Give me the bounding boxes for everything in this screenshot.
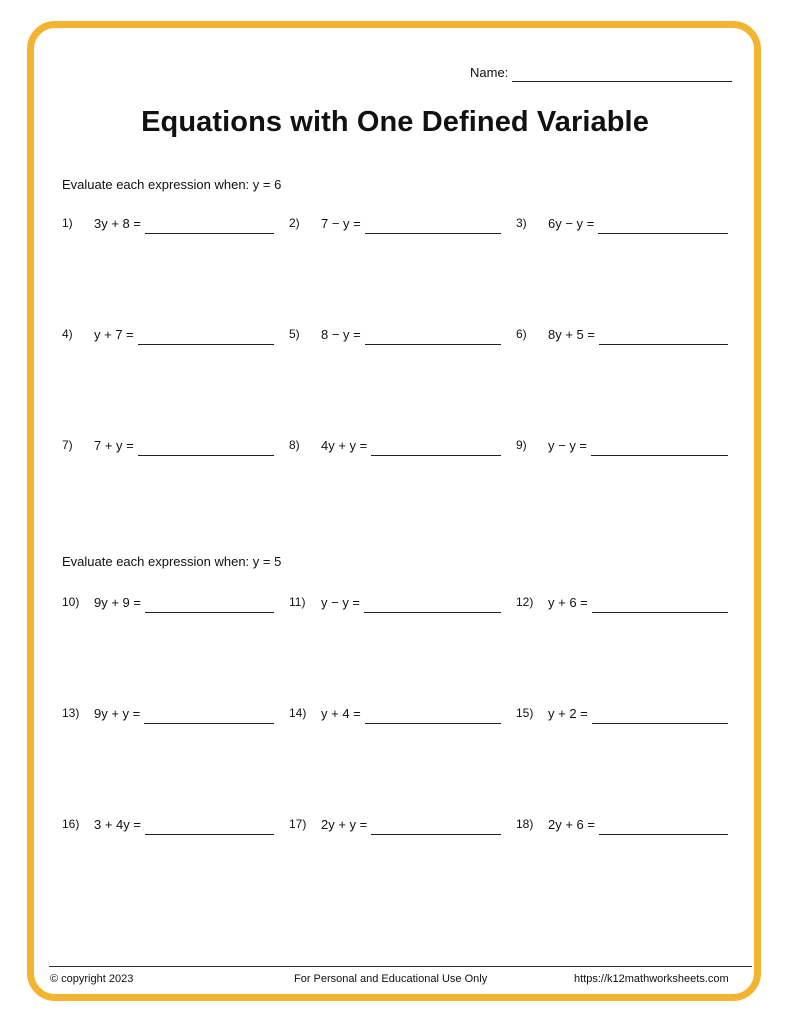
problem-expression: y + 2 = bbox=[548, 706, 588, 721]
problem-expression: 9y + y = bbox=[94, 706, 141, 721]
name-answer-line[interactable] bbox=[512, 66, 732, 82]
footer-divider bbox=[49, 966, 752, 967]
page-border bbox=[27, 21, 761, 1001]
answer-line[interactable] bbox=[591, 439, 728, 456]
footer-url[interactable]: https://k12mathworksheets.com bbox=[574, 973, 729, 985]
problem-2 bbox=[289, 212, 501, 234]
problem-expression: y + 7 = bbox=[94, 327, 134, 342]
answer-line[interactable] bbox=[592, 707, 728, 724]
answer-line[interactable] bbox=[144, 707, 274, 724]
problem-expression: 3y + 8 = bbox=[94, 216, 141, 231]
problem-number: 10) bbox=[62, 595, 80, 609]
answer-line[interactable] bbox=[138, 439, 274, 456]
problem-18 bbox=[516, 813, 728, 835]
answer-line[interactable] bbox=[371, 439, 501, 456]
problem-13 bbox=[62, 702, 274, 724]
problem-16 bbox=[62, 813, 274, 835]
answer-line[interactable] bbox=[145, 217, 274, 234]
problem-number: 11) bbox=[289, 595, 306, 609]
answer-line[interactable] bbox=[364, 596, 501, 613]
problem-expression: 8y + 5 = bbox=[548, 327, 595, 342]
problem-1 bbox=[62, 212, 274, 234]
answer-line[interactable] bbox=[365, 328, 501, 345]
problem-expression: y − y = bbox=[321, 595, 361, 610]
problem-number: 12) bbox=[516, 595, 534, 609]
problem-10 bbox=[62, 591, 274, 613]
answer-line[interactable] bbox=[365, 707, 501, 724]
problem-number: 13) bbox=[62, 706, 80, 720]
problem-number: 3) bbox=[516, 216, 527, 230]
problem-number: 9) bbox=[516, 438, 527, 452]
problem-number: 4) bbox=[62, 327, 73, 341]
answer-line[interactable] bbox=[599, 328, 728, 345]
section-1-instruction: Evaluate each expression when: y = 6 bbox=[62, 177, 282, 192]
problem-3 bbox=[516, 212, 728, 234]
problem-number: 8) bbox=[289, 438, 300, 452]
problem-expression: 2y + y = bbox=[321, 817, 368, 832]
footer-copyright: © copyright 2023 bbox=[50, 973, 134, 985]
problem-expression: 7 − y = bbox=[321, 216, 361, 231]
problem-expression: y + 4 = bbox=[321, 706, 361, 721]
problem-number: 7) bbox=[62, 438, 73, 452]
problem-expression: 3 + 4y = bbox=[94, 817, 141, 832]
name-field[interactable] bbox=[470, 62, 732, 82]
problem-9 bbox=[516, 434, 728, 456]
problem-17 bbox=[289, 813, 501, 835]
problem-number: 1) bbox=[62, 216, 73, 230]
answer-line[interactable] bbox=[592, 596, 728, 613]
answer-line[interactable] bbox=[599, 818, 728, 835]
worksheet-title: Equations with One Defined Variable bbox=[141, 106, 649, 138]
problem-number: 15) bbox=[516, 706, 534, 720]
answer-line[interactable] bbox=[145, 818, 274, 835]
problem-expression: 7 + y = bbox=[94, 438, 134, 453]
problem-number: 18) bbox=[516, 817, 534, 831]
problem-number: 2) bbox=[289, 216, 300, 230]
problem-expression: 2y + 6 = bbox=[548, 817, 595, 832]
problem-number: 17) bbox=[289, 817, 307, 831]
problem-number: 16) bbox=[62, 817, 80, 831]
name-label: Name: bbox=[470, 65, 509, 80]
problem-expression: y + 6 = bbox=[548, 595, 588, 610]
problem-expression: y − y = bbox=[548, 438, 588, 453]
problem-expression: 9y + 9 = bbox=[94, 595, 141, 610]
footer-notice: For Personal and Educational Use Only bbox=[294, 973, 488, 985]
problem-11 bbox=[289, 591, 501, 613]
problem-number: 6) bbox=[516, 327, 527, 341]
problem-7 bbox=[62, 434, 274, 456]
answer-line[interactable] bbox=[138, 328, 274, 345]
problem-expression: 6y − y = bbox=[548, 216, 595, 231]
problem-12 bbox=[516, 591, 728, 613]
problem-number: 14) bbox=[289, 706, 307, 720]
answer-line[interactable] bbox=[371, 818, 501, 835]
answer-line[interactable] bbox=[145, 596, 274, 613]
answer-line[interactable] bbox=[598, 217, 728, 234]
problem-5 bbox=[289, 323, 501, 345]
problem-15 bbox=[516, 702, 728, 724]
problem-8 bbox=[289, 434, 501, 456]
problem-6 bbox=[516, 323, 728, 345]
problem-expression: 4y + y = bbox=[321, 438, 368, 453]
problem-4 bbox=[62, 323, 274, 345]
answer-line[interactable] bbox=[365, 217, 501, 234]
section-2-instruction: Evaluate each expression when: y = 5 bbox=[62, 554, 282, 569]
problem-14 bbox=[289, 702, 501, 724]
problem-number: 5) bbox=[289, 327, 300, 341]
problem-expression: 8 − y = bbox=[321, 327, 361, 342]
